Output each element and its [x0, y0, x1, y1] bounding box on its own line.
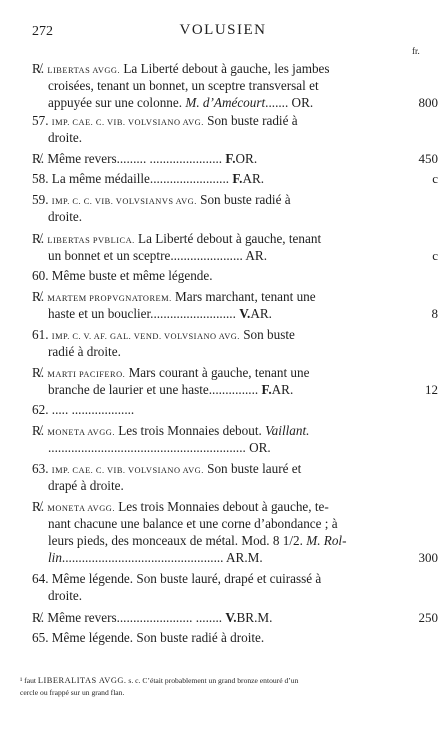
entry-line — [48, 515, 338, 532]
entry-text-run: LIBERTAS AVGG. — [47, 66, 121, 75]
entry-text-run: IMP. CAE. C. VIB. VOLVSIANO AVG. — [51, 466, 204, 475]
price-value: c — [432, 171, 438, 186]
entry-text-run: ................................................. AR.M. — [61, 550, 263, 565]
entry-text-run: OR. — [235, 151, 258, 166]
entry-text-run: R̸. — [32, 423, 48, 438]
entry-text-run: V. — [225, 610, 237, 625]
entry-text-run: BR.M. — [236, 610, 273, 625]
entry-text-run: 59. — [32, 192, 52, 207]
entry-text-run: droite. — [48, 209, 83, 224]
entry-text-run: radié à droite. — [48, 344, 121, 359]
entry-line — [48, 305, 272, 322]
entry-text-run: M. Rol- — [306, 533, 347, 548]
entry-line — [48, 208, 82, 225]
page-number: 272 — [32, 24, 53, 39]
price-value: 450 — [418, 151, 438, 166]
entry-text-run: 63. — [32, 461, 52, 476]
entry-text-run: M. d’Amécourt — [185, 95, 266, 110]
entry-text-run: Les trois Monnaies debout. — [114, 423, 266, 438]
entry-text-run: drapé à droite. — [48, 478, 124, 493]
entry-line — [48, 343, 121, 360]
entry-text-run: 65. Même légende. Son buste radié à droite. — [32, 630, 265, 645]
entry-text-run: haste et un bouclier.......................... — [48, 306, 240, 321]
entry-line — [48, 129, 82, 146]
entry-text-run: AR. — [250, 306, 272, 321]
entry-text-run: Son buste radié à — [196, 192, 291, 207]
entry-text-run: AR. — [271, 382, 294, 397]
footnote-text-run: LIBERALITAS AVGG. — [37, 676, 127, 685]
entry-text-run: R̸. — [32, 61, 48, 76]
price-value: 300 — [418, 550, 438, 565]
entry-text-run: 60. Même buste et même légende. — [32, 268, 213, 283]
entry-line — [48, 587, 82, 604]
price-value: 250 — [418, 610, 438, 625]
entry-line — [48, 549, 263, 566]
footnote-line — [20, 676, 298, 686]
entry-line — [48, 477, 124, 494]
entry-text-run: R̸. — [32, 289, 48, 304]
entry-text-run: croisées, tenant un bonnet, un sceptre transversal et — [48, 78, 319, 93]
entry-text-run: IMP. C. V. AF. GAL. VEND. VOLVSIANO AVG. — [51, 332, 240, 341]
entry-text-run: MARTEM PROPVGNATOREM. — [47, 294, 172, 303]
footnote-text-run: s. c. C’était probablement un grand bronze entouré d’un — [126, 676, 299, 685]
entry-text-run: droite. — [48, 130, 83, 145]
entry-line — [48, 439, 271, 456]
price-value: 8 — [431, 306, 438, 321]
entry-text-run: 58. La même médaille........................ — [32, 171, 233, 186]
entry-text-run: un bonnet et un sceptre...................... AR. — [48, 248, 268, 263]
price-value: c — [432, 248, 438, 263]
entry-text-run: MONETA AVGG. — [47, 428, 115, 437]
entry-text-run: nant chacune une balance et une corne d’abondance ; à — [48, 516, 338, 531]
entry-text-run: IMP. C. C. VIB. VOLVSIANVS AVG. — [51, 197, 197, 206]
running-title: VOLUSIEN — [179, 22, 267, 38]
entry-line — [32, 150, 257, 167]
entry-text-run: MARTI PACIFERO. — [47, 370, 126, 379]
entry-line — [48, 381, 293, 398]
entry-line — [32, 267, 213, 284]
entry-text-run: Son buste lauré et — [203, 461, 302, 476]
entry-line — [48, 247, 267, 264]
entry-text-run: La Liberté debout à gauche, tenant — [134, 231, 322, 246]
entry-text-run: IMP. CAE. C. VIB. VOLVSIANO AVG. — [51, 118, 204, 127]
entry-text-run: leurs pieds, des monceaux de métal. Mod. 8 1/2. — [48, 533, 307, 548]
entry-text-run: F. — [232, 171, 243, 186]
entry-text-run: 62. ..... ................... — [32, 402, 135, 417]
entry-text-run: F. — [225, 151, 236, 166]
entry-text-run: LIBERTAS PVBLICA. — [47, 236, 135, 245]
entry-text-run: droite. — [48, 588, 83, 603]
price-unit-label: fr. — [412, 46, 420, 56]
price-value: 12 — [425, 382, 438, 397]
entry-text-run: 57. — [32, 113, 52, 128]
entry-text-run: R̸. Même revers......... ...................... — [32, 151, 226, 166]
entry-text-run: MONETA AVGG. — [47, 504, 115, 513]
entry-text-run: ....... OR. — [265, 95, 314, 110]
entry-line — [32, 609, 272, 626]
entry-line — [32, 401, 134, 418]
entry-text-run: Les trois Monnaies debout à gauche, te- — [114, 499, 329, 514]
entry-text-run: R̸. — [32, 365, 48, 380]
entry-text-run: AR. — [242, 171, 265, 186]
entry-text-run: Mars courant à gauche, tenant une — [125, 365, 310, 380]
entry-text-run: F. — [261, 382, 272, 397]
entry-line — [48, 532, 347, 549]
footnote-text-run: ¹ faut — [20, 676, 38, 685]
entry-line — [48, 77, 319, 94]
entry-line — [32, 629, 264, 646]
entry-text-run: V. — [239, 306, 251, 321]
entry-text-run: Vaillant. — [265, 423, 310, 438]
page-header — [0, 22, 446, 42]
entry-text-run: La Liberté debout à gauche, les jambes — [120, 61, 330, 76]
entry-text-run: R̸. — [32, 499, 48, 514]
entry-text-run: Son buste radié à — [203, 113, 298, 128]
price-value: 800 — [418, 95, 438, 110]
entry-line — [32, 170, 264, 187]
entry-text-run: R̸. — [32, 231, 48, 246]
entry-line — [48, 94, 313, 111]
entry-text-run: branche de laurier et une haste............... — [48, 382, 262, 397]
entry-text-run: R̸. Même revers....................... ........ — [32, 610, 226, 625]
entry-text-run: appuyée sur une colonne. — [48, 95, 186, 110]
entry-text-run: ............................................................ OR. — [48, 440, 271, 455]
entry-text-run: 61. — [32, 327, 52, 342]
footnote-text-run: cercle ou frappé sur un grand flan. — [20, 688, 125, 697]
entry-text-run: Mars marchant, tenant une — [171, 289, 316, 304]
footnote-line — [20, 688, 124, 698]
entry-text-run: 64. Même légende. Son buste lauré, drapé et cuirassé à — [32, 571, 322, 586]
entry-text-run: lin — [48, 550, 62, 565]
entry-line — [32, 570, 321, 587]
entry-text-run: Son buste — [239, 327, 295, 342]
